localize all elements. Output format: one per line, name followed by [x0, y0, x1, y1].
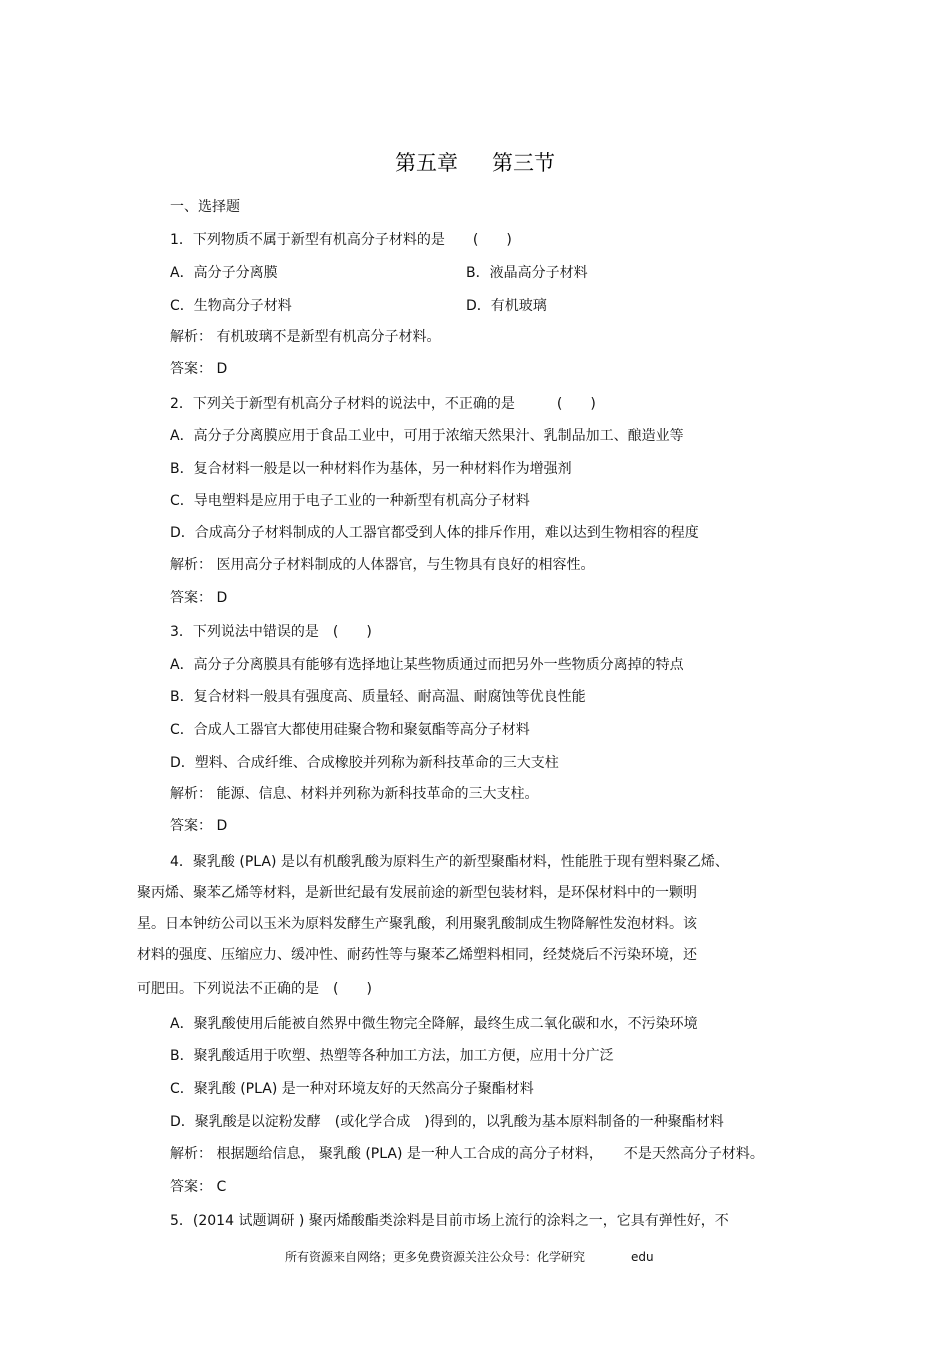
q1-option-b: B．液晶高分子材料 — [466, 265, 588, 281]
footer-edu: edu — [631, 1250, 654, 1264]
q3-analysis: 解析： 能源、信息、材料并列称为新科技革命的三大支柱。 — [170, 786, 539, 802]
q3-option-a: A．高分子分离膜具有能够有选择地让某些物质通过而把另外一些物质分离掉的特点 — [170, 657, 684, 673]
q1-stem: 1．下列物质不属于新型有机高分子材料的是 ( ) — [170, 232, 512, 248]
q4-stem-line: 材料的强度、压缩应力、缓冲性、耐药性等与聚苯乙烯塑料相同，经焚烧后不污染环境，还 — [137, 947, 697, 963]
q1-option-d: D．有机玻璃 — [466, 298, 547, 314]
q1-answer: 答案： D — [170, 361, 228, 377]
q4-option-d: D．聚乳酸是以淀粉发酵 (或化学合成 )得到的，以乳酸为基本原料制备的一种聚酯材料 — [170, 1114, 724, 1130]
section-title: 第三节 — [492, 151, 555, 175]
footer-text: 所有资源来自网络；更多免费资源关注公众号：化学研究 — [285, 1250, 586, 1264]
q2-option-b: B．复合材料一般是以一种材料作为基体，另一种材料作为增强剂 — [170, 461, 572, 477]
q2-option-a: A．高分子分离膜应用于食品工业中，可用于浓缩天然果汁、乳制品加工、酿造业等 — [170, 428, 684, 444]
q3-stem: 3．下列说法中错误的是 ( ) — [170, 624, 372, 640]
q2-stem: 2．下列关于新型有机高分子材料的说法中，不正确的是 ( ) — [170, 396, 596, 412]
q1-analysis: 解析： 有机玻璃不是新型有机高分子材料。 — [170, 329, 441, 345]
q4-option-a: A．聚乳酸使用后能被自然界中微生物完全降解，最终生成二氧化碳和水，不污染环境 — [170, 1016, 698, 1032]
q4-answer: 答案： C — [170, 1179, 227, 1195]
q1-option-c: C．生物高分子材料 — [170, 298, 292, 314]
q2-analysis: 解析： 医用高分子材料制成的人体器官，与生物具有良好的相容性。 — [170, 557, 595, 573]
chapter-title: 第五章 — [395, 151, 458, 175]
page-footer — [285, 1249, 654, 1265]
q4-stem-line: 聚丙烯、聚苯乙烯等材料，是新世纪最有发展前途的新型包装材料，是环保材料中的一颗明 — [137, 885, 697, 901]
q2-option-c: C．导电塑料是应用于电子工业的一种新型有机高分子材料 — [170, 493, 530, 509]
q4-stem-line: 星。日本钟纺公司以玉米为原料发酵生产聚乳酸，利用聚乳酸制成生物降解性发泡材料。该 — [137, 916, 697, 932]
q2-answer: 答案： D — [170, 590, 228, 606]
q4-stem-line: 可肥田。下列说法不正确的是 ( ) — [137, 981, 372, 997]
q1-option-a: A．高分子分离膜 — [170, 265, 278, 281]
q2-option-d: D．合成高分子材料制成的人工器官都受到人体的排斥作用，难以达到生物相容的程度 — [170, 525, 699, 541]
q5-stem: 5．(2014 试题调研 ) 聚丙烯酸酯类涂料是目前市场上流行的涂料之一，它具有弹性好，不 — [170, 1213, 729, 1229]
q4-analysis: 解析： 根据题给信息， 聚乳酸 (PLA) 是一种人工合成的高分子材料， 不是天然高分子材料。 — [170, 1146, 764, 1162]
q3-option-d: D．塑料、合成纤维、合成橡胶并列称为新科技革命的三大支柱 — [170, 755, 559, 771]
q3-answer: 答案： D — [170, 818, 228, 834]
section-heading: 一、选择题 — [170, 199, 240, 215]
q4-option-c: C．聚乳酸 (PLA) 是一种对环境友好的天然高分子聚酯材料 — [170, 1081, 534, 1097]
q3-option-c: C．合成人工器官大都使用硅聚合物和聚氨酯等高分子材料 — [170, 722, 530, 738]
q3-option-b: B．复合材料一般具有强度高、质量轻、耐高温、耐腐蚀等优良性能 — [170, 689, 586, 705]
q4-stem-line: 4．聚乳酸 (PLA) 是以有机酸乳酸为原料生产的新型聚酯材料，性能胜于现有塑料聚乙烯、 — [170, 854, 729, 870]
q4-option-b: B．聚乳酸适用于吹塑、热塑等各种加工方法，加工方便，应用十分广泛 — [170, 1048, 614, 1064]
page-title — [0, 150, 950, 176]
